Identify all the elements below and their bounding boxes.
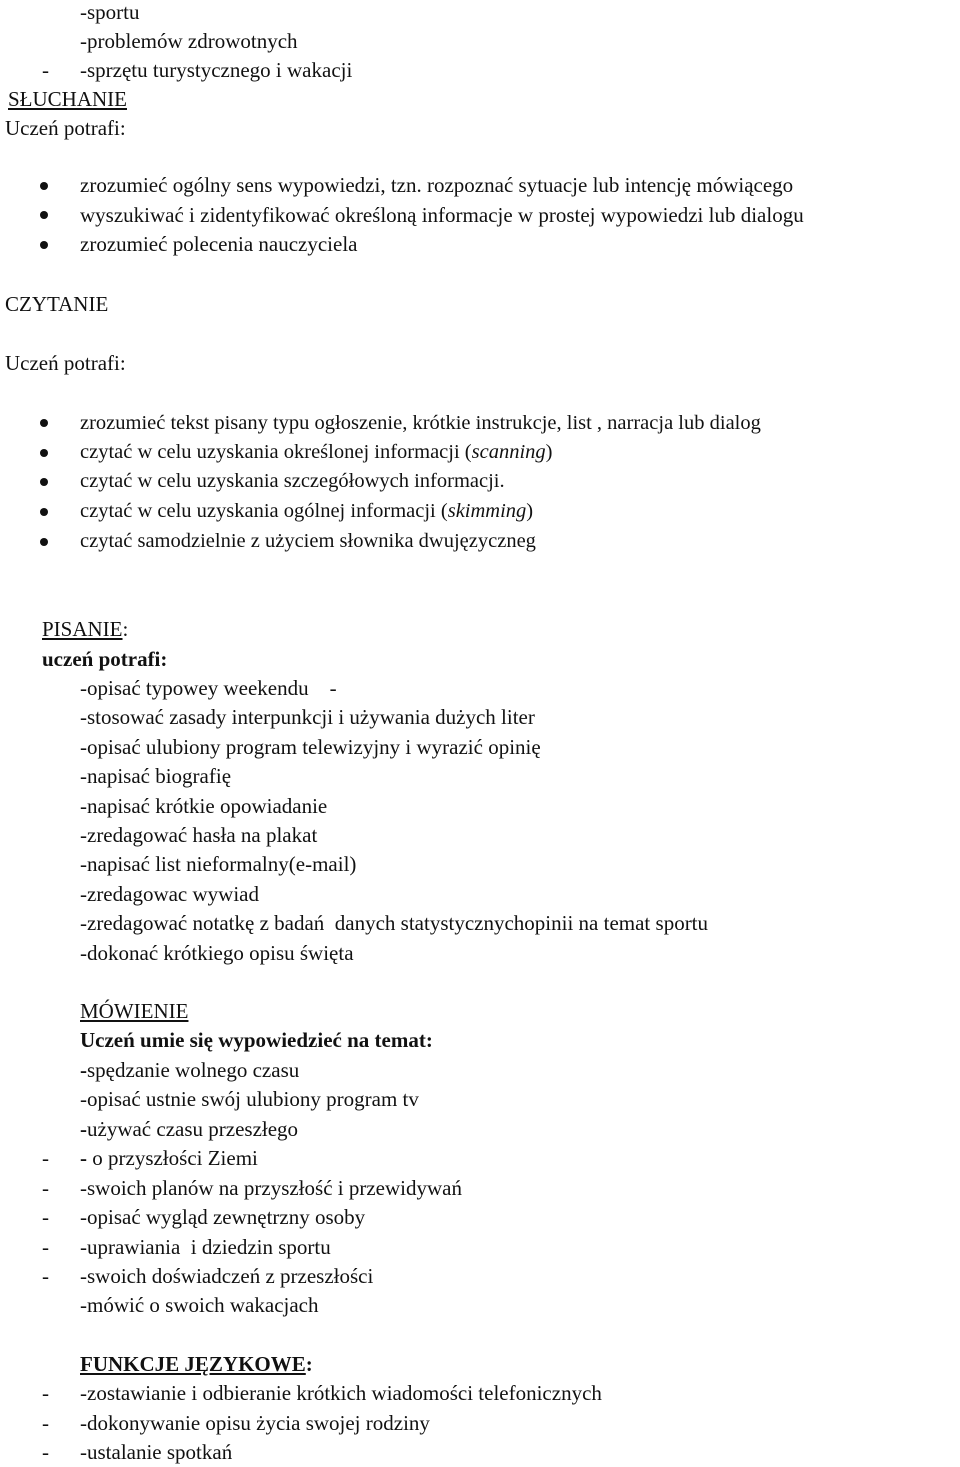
list-dash: - <box>42 1381 49 1405</box>
pisanie-item-3: -opisać ulubiony program telewizyjny i wyrazić opinię <box>80 735 541 759</box>
pisanie-intro: uczeń potrafi: <box>42 647 168 671</box>
pisanie-item-9: -zredagować notatkę z badań danych statystycznychopinii na temat sportu <box>80 911 709 935</box>
bullet-icon <box>40 538 48 546</box>
mowienie-item-8: -swoich doświadczeń z przeszłości <box>80 1264 374 1288</box>
pisanie-item-10: -dokonać krótkiego opisu święta <box>80 941 354 965</box>
mowienie-item-4: - o przyszłości Ziemi <box>80 1146 258 1170</box>
bullet-icon <box>40 182 48 190</box>
mowienie-item-2: -opisać ustnie swój ulubiony program tv <box>80 1087 419 1111</box>
list-dash: - <box>42 1146 49 1170</box>
mowienie-item-9: -mówić o swoich wakacjach <box>80 1293 319 1317</box>
bullet-icon <box>40 449 48 457</box>
sluchanie-intro: Uczeń potrafi: <box>5 116 126 140</box>
section-heading-sluchanie: SŁUCHANIE <box>8 87 127 111</box>
list-dash: - <box>42 1440 49 1464</box>
bullet-icon <box>40 211 48 219</box>
list-dash: - <box>42 1235 49 1259</box>
bullet-icon <box>40 419 48 427</box>
mowienie-item-6: -opisać wygląd zewnętrzny osoby <box>80 1205 366 1229</box>
list-dash: - <box>42 1176 49 1200</box>
mowienie-item-3: -używać czasu przeszłego <box>80 1117 299 1141</box>
bullet-icon <box>40 241 48 249</box>
mowienie-item-1: -spędzanie wolnego czasu <box>80 1058 300 1082</box>
czytanie-item-1: zrozumieć tekst pisany typu ogłoszenie, krótkie instrukcje, list , narracja lub dialog <box>80 412 761 434</box>
pisanie-item-1: -opisać typowey weekendu - <box>80 676 337 700</box>
czytanie-item-2: czytać w celu uzyskania określonej informacji (scanning) <box>80 441 553 463</box>
bullet-icon <box>40 478 48 486</box>
pisanie-item-5: -napisać krótkie opowiadanie <box>80 794 328 818</box>
list-dash: - <box>42 1411 49 1435</box>
funkcje-item-3: -ustalanie spotkań <box>80 1440 233 1464</box>
funkcje-item-1: -zostawianie i odbieranie krótkich wiadomości telefonicznych <box>80 1381 602 1405</box>
pisanie-item-2: -stosować zasady interpunkcji i używania dużych liter <box>80 705 535 729</box>
czytanie-intro: Uczeń potrafi: <box>5 351 126 375</box>
topic-problemy-zdrowotne: -problemów zdrowotnych <box>80 29 298 53</box>
sluchanie-item-1: zrozumieć ogólny sens wypowiedzi, tzn. rozpoznać sytuacje lub intencję mówiącego <box>80 173 794 197</box>
sluchanie-item-3: zrozumieć polecenia nauczyciela <box>80 232 358 256</box>
mowienie-item-7: -uprawiania i dziedzin sportu <box>80 1235 331 1259</box>
pisanie-item-7: -napisać list nieformalny(e-mail) <box>80 852 357 876</box>
pisanie-item-8: -zredagowac wywiad <box>80 882 259 906</box>
czytanie-item-4: czytać w celu uzyskania ogólnej informacji (skimming) <box>80 500 534 522</box>
funkcje-item-2: -dokonywanie opisu życia swojej rodziny <box>80 1411 430 1435</box>
mowienie-intro: Uczeń umie się wypowiedzieć na temat: <box>80 1028 433 1052</box>
section-heading-mowienie: MÓWIENIE <box>80 999 189 1023</box>
topic-sportu: -sportu <box>80 0 140 24</box>
czytanie-item-3: czytać w celu uzyskania szczegółowych informacji. <box>80 470 505 492</box>
section-heading-funkcje-jezykowe: FUNKCJE JĘZYKOWE: <box>80 1352 313 1376</box>
pisanie-item-4: -napisać biografię <box>80 764 232 788</box>
topic-sprzet-turystyczny: -sprzętu turystycznego i wakacji <box>80 58 353 82</box>
mowienie-item-5: -swoich planów na przyszłość i przewidywań <box>80 1176 462 1200</box>
pisanie-item-6: -zredagować hasła na plakat <box>80 823 318 847</box>
sluchanie-item-2: wyszukiwać i zidentyfikować określoną informacje w prostej wypowiedzi lub dialogu <box>80 203 804 227</box>
section-heading-czytanie: CZYTANIE <box>5 292 109 316</box>
section-heading-pisanie: PISANIE: <box>42 617 129 641</box>
list-dash: - <box>42 1205 49 1229</box>
list-dash: - <box>42 1264 49 1288</box>
czytanie-item-5: czytać samodzielnie z użyciem słownika dwujęzyczneg <box>80 530 536 552</box>
bullet-icon <box>40 508 48 516</box>
list-dash: - <box>42 58 49 82</box>
